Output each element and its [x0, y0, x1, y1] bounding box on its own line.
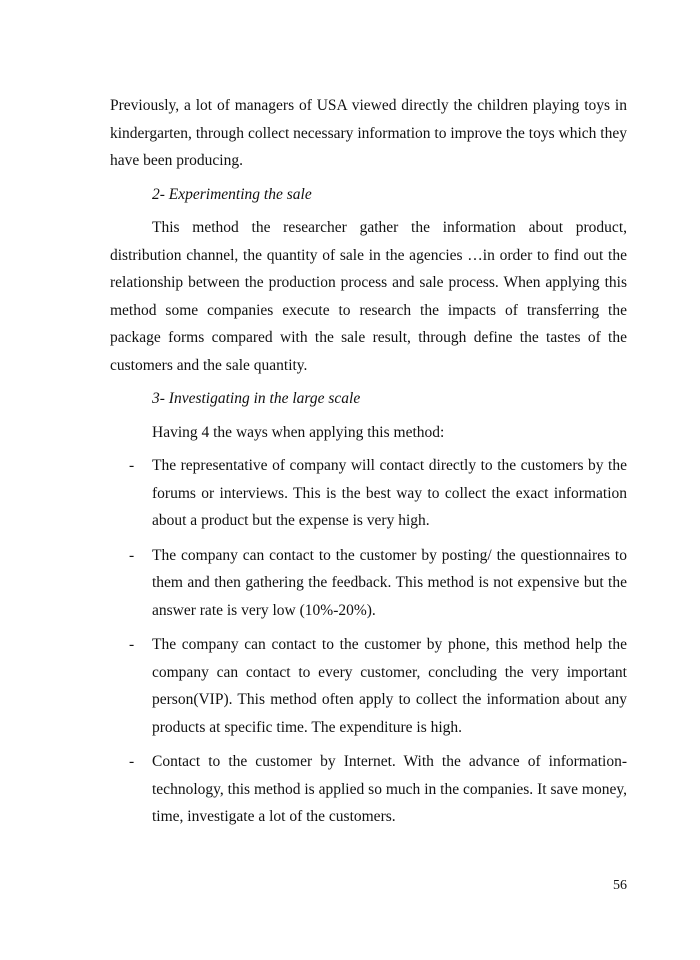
bullet-marker: - — [129, 753, 135, 770]
intro-paragraph: Previously, a lot of managers of USA viewed directly the children playing toys in kindergarten, through collect necessary information to improve the toys which they have been producing. — [110, 97, 627, 169]
section-3-intro: Having 4 the ways when applying this method: — [152, 423, 445, 441]
bullet-marker: - — [129, 546, 135, 564]
list-item-text: The company can contact to the customer by posting/ the questionnaires to them and then gathering the feedback. This method is not expensive but the answer rate is very low (10%-20%). — [152, 546, 627, 619]
method-list — [110, 452, 627, 831]
list-item — [110, 452, 627, 535]
list-item — [110, 542, 627, 625]
list-item — [110, 748, 627, 831]
bullet-marker: - — [129, 457, 135, 474]
list-item-text: Contact to the customer by Internet. With the advance of information-technology, this method is applied so much in the companies. It save money, time, investigate a lot of the customers. — [152, 753, 627, 825]
page-number: 56 — [613, 878, 627, 893]
page-body — [110, 92, 627, 831]
list-item-text: The representative of company will contact directly to the customers by the forums or interviews. This is the best way to collect the exact information about a product but the expense is very high. — [152, 457, 627, 529]
list-item — [110, 631, 627, 741]
section-2-paragraph: This method the researcher gather the information about product, distribution channel, the quantity of sale in the agencies …in order to find out the relationship between the production process and sale process. When applying this method some companies execute to research the impacts of transferring the package forms compared with the sale result, through define the tastes of the customers and the sale quantity. — [110, 219, 627, 374]
list-item-text: The company can contact to the customer by phone, this method help the company can contact to every customer, concluding the very important person(VIP). This method often apply to collect the information about any products at specific time. The expenditure is high. — [152, 636, 627, 736]
section-2-heading: 2- Experimenting the sale — [152, 185, 312, 203]
section-3-heading: 3- Investigating in the large scale — [152, 390, 361, 407]
bullet-marker: - — [129, 636, 135, 653]
